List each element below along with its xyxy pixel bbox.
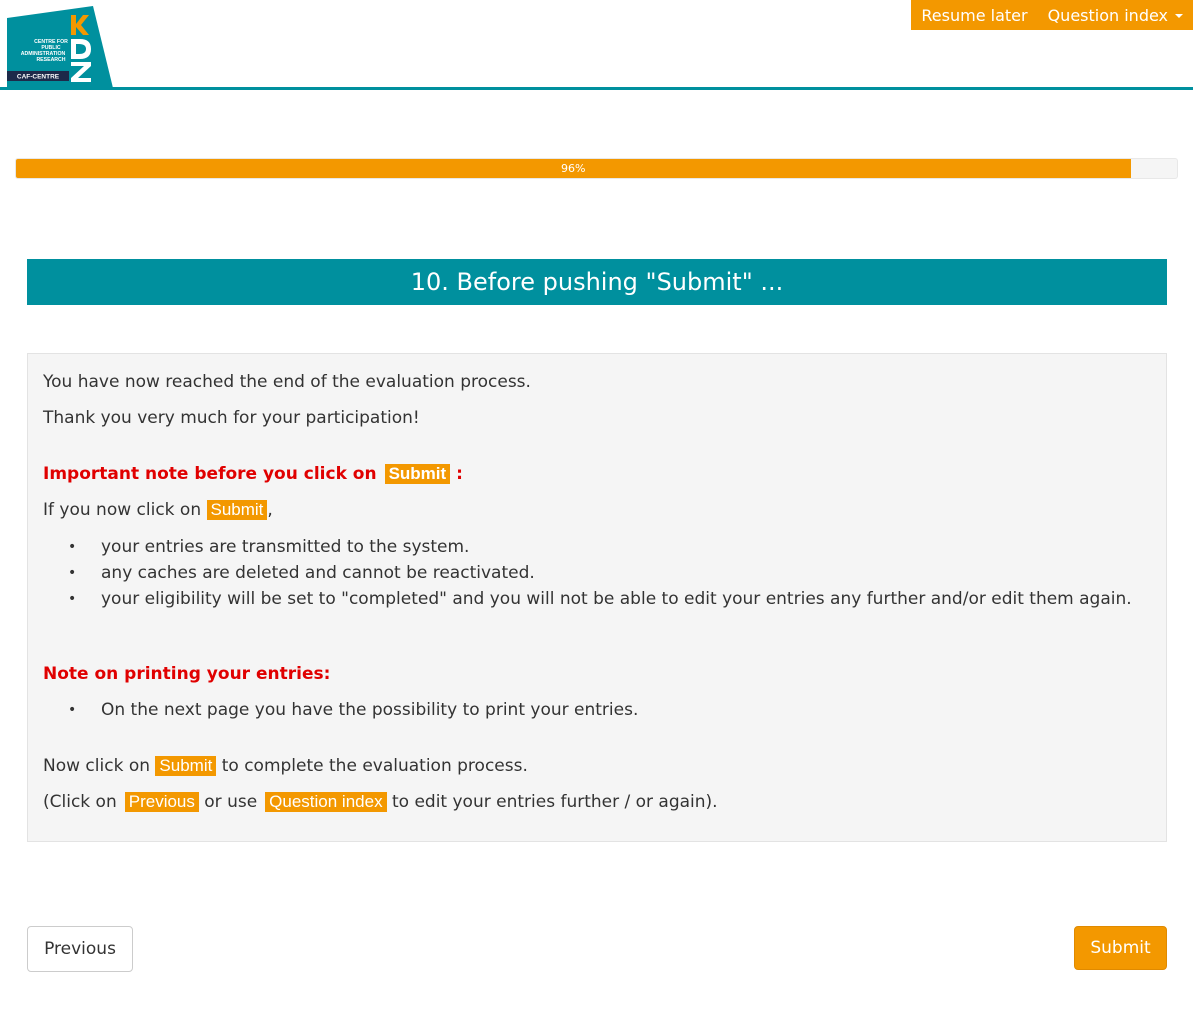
submit-tag: Submit: [207, 500, 268, 520]
list-item: • your eligibility will be set to "completed" and you will not be able to edit your entries any further and/or edit them again.: [43, 588, 1132, 614]
question-index-label: Question index: [1047, 5, 1168, 25]
submit-button[interactable]: Submit: [1074, 926, 1167, 970]
resume-later-label: Resume later: [921, 5, 1028, 25]
list-item: • any caches are deleted and cannot be reactivated.: [43, 562, 1132, 588]
edit-instruction: [43, 791, 718, 813]
list-item: • your entries are transmitted to the system.: [43, 536, 1132, 562]
submit-tag: Submit: [155, 756, 216, 776]
logo-line2: PUBLIC: [41, 45, 61, 51]
progress-bar: [15, 158, 1178, 179]
edit-suffix: to edit your entries further / or again).: [391, 792, 718, 812]
edit-mid: or use: [204, 792, 258, 812]
previous-tag: Previous: [125, 792, 199, 812]
kdz-logo: [7, 6, 113, 88]
printing-list: [43, 699, 638, 725]
click-submit-suffix: ,: [267, 500, 273, 520]
logo-line4: RESEARCH: [36, 57, 66, 63]
complete-suffix: to complete the evaluation process.: [221, 756, 528, 776]
resume-later-link[interactable]: [921, 6, 1027, 25]
caret-down-icon: [1175, 14, 1183, 18]
complete-prefix: Now click on: [43, 756, 150, 776]
progress-fill: [16, 159, 1131, 178]
progress-label: 96%: [561, 162, 586, 175]
important-note-colon: :: [456, 464, 463, 484]
logo-badge: CAF-CENTRE: [16, 73, 60, 81]
logo-line3: ADMINISTRATION: [20, 51, 66, 57]
previous-button[interactable]: Previous: [27, 926, 133, 972]
header: [0, 0, 1193, 90]
question-index-dropdown[interactable]: [1048, 6, 1183, 25]
consequences-list: [43, 536, 1132, 614]
printing-note-heading: Note on printing your entries:: [43, 664, 331, 684]
complete-instruction: [43, 755, 528, 777]
group-title-text: 10. Before pushing "Submit" ...: [410, 268, 784, 296]
list-item: • On the next page you have the possibility to print your entries.: [43, 699, 638, 725]
group-title: [27, 259, 1167, 305]
important-note-heading: [43, 463, 463, 485]
question-content: [27, 353, 1167, 842]
edit-prefix: (Click on: [43, 792, 117, 812]
logo-line1: CENTRE FOR: [34, 39, 68, 45]
click-submit-line: [43, 499, 273, 521]
important-note-text: Important note before you click on: [43, 464, 377, 484]
thank-you-message: Thank you very much for your participation!: [43, 408, 420, 428]
submit-tag: Submit: [385, 464, 451, 484]
top-nav: [911, 0, 1193, 30]
question-index-tag: Question index: [265, 792, 386, 812]
click-submit-prefix: If you now click on: [43, 500, 202, 520]
end-message: You have now reached the end of the evaluation process.: [43, 372, 531, 392]
